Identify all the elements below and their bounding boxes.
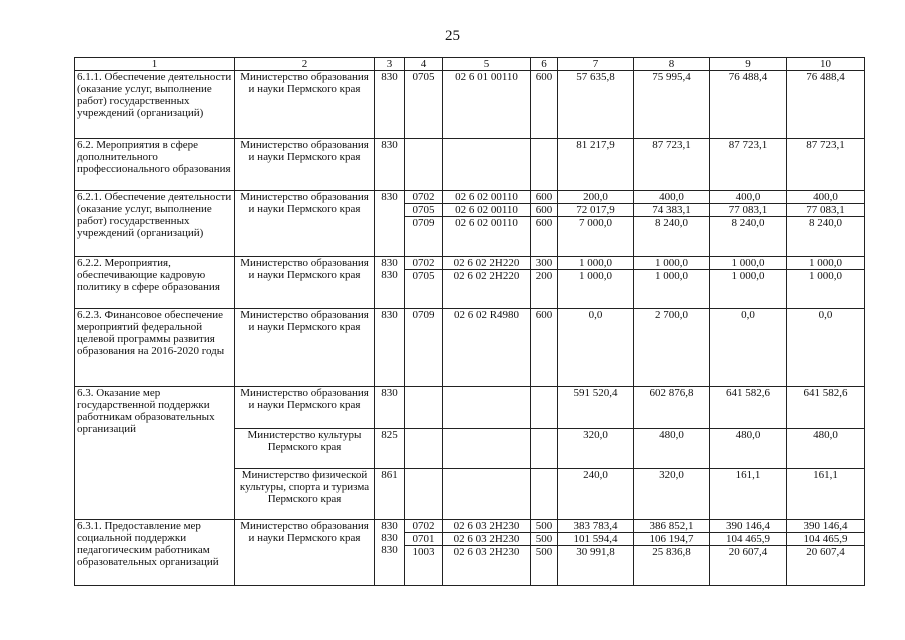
- cell-section: [405, 191, 443, 257]
- cell-value: 390 146,4: [803, 520, 848, 532]
- cell-value: 57 635,8: [576, 71, 615, 83]
- cell-value: 480,0: [813, 429, 838, 441]
- cell-v2018: [634, 429, 710, 469]
- activity-name: 6.2.2. Мероприятия, обеспечивающие кадровую политику в сфере образования: [75, 257, 235, 309]
- cell-vr: [531, 429, 558, 469]
- cell-value: 1 000,0: [558, 269, 633, 282]
- cell-v2019: [710, 520, 787, 586]
- cell-vr: [531, 469, 558, 520]
- cell-v2018: [634, 257, 710, 309]
- cell-value: 25 836,8: [634, 545, 709, 558]
- organization: Министерство образования и науки Пермского края: [235, 191, 375, 257]
- cell-value: 830: [381, 191, 398, 203]
- organization: Министерство образования и науки Пермского края: [235, 139, 375, 191]
- cell-v2019: [710, 257, 787, 309]
- cell-value: 320,0: [583, 429, 608, 441]
- cell-v2020: [787, 71, 865, 139]
- activity-name: 6.1.1. Обеспечение деятельности (оказание услуг, выполнение работ) государственных учреждений (организаций): [75, 71, 235, 139]
- table-row: [75, 520, 865, 586]
- cell-value: 76 488,4: [728, 71, 768, 83]
- cell-grbs: [375, 257, 405, 309]
- cell-v2017: [558, 257, 634, 309]
- cell-value: 0705: [412, 71, 435, 83]
- cell-target: [443, 191, 531, 257]
- cell-value: 1 000,0: [731, 257, 765, 269]
- cell-value: 104 465,9: [787, 532, 864, 545]
- cell-value: 500: [531, 532, 557, 545]
- cell-value: 830: [381, 309, 398, 321]
- cell-value: 200,0: [583, 191, 608, 203]
- cell-value: 830: [381, 532, 398, 544]
- cell-v2020: [787, 257, 865, 309]
- cell-value: 8 240,0: [787, 216, 864, 229]
- cell-value: 386 852,1: [649, 520, 694, 532]
- cell-value: 77 083,1: [787, 203, 864, 216]
- cell-value: 641 582,6: [726, 387, 770, 399]
- cell-value: 101 594,4: [558, 532, 633, 545]
- cell-value: 600: [531, 216, 557, 229]
- cell-value: 320,0: [659, 469, 684, 481]
- cell-v2017: [558, 309, 634, 387]
- organization: Министерство физической культуры, спорта и туризма Пермского края: [235, 469, 375, 520]
- column-header: 4: [405, 58, 443, 71]
- cell-grbs: [375, 469, 405, 520]
- cell-section: [405, 520, 443, 586]
- cell-value: 0702: [412, 520, 435, 532]
- cell-target: [443, 139, 531, 191]
- cell-value: 641 582,6: [803, 387, 848, 399]
- table-row: [75, 387, 865, 429]
- cell-value: 20 607,4: [710, 545, 786, 558]
- cell-value: 02 6 03 2Н230: [443, 545, 530, 558]
- cell-value: 0709: [412, 309, 435, 321]
- cell-value: 87 723,1: [806, 139, 845, 151]
- cell-value: 161,1: [735, 469, 761, 481]
- cell-value: 0702: [412, 257, 435, 269]
- cell-value: 1 000,0: [579, 257, 612, 269]
- cell-v2019: [710, 191, 787, 257]
- cell-value: 75 995,4: [652, 71, 691, 83]
- cell-value: 390 146,4: [726, 520, 770, 532]
- cell-value: 200: [531, 269, 557, 282]
- cell-value: 1 000,0: [809, 257, 842, 269]
- cell-section: [405, 429, 443, 469]
- cell-target: [443, 469, 531, 520]
- cell-value: 400,0: [735, 191, 761, 203]
- cell-v2020: [787, 139, 865, 191]
- cell-value: 76 488,4: [806, 71, 845, 83]
- cell-value: 30 991,8: [558, 545, 633, 558]
- header-row: [75, 58, 865, 71]
- cell-value: 830: [381, 257, 398, 269]
- cell-value: 72 017,9: [558, 203, 633, 216]
- cell-value: 1 000,0: [655, 257, 688, 269]
- cell-section: [405, 387, 443, 429]
- cell-v2018: [634, 309, 710, 387]
- cell-v2019: [710, 429, 787, 469]
- cell-v2018: [634, 387, 710, 429]
- cell-v2018: [634, 520, 710, 586]
- table-row: [75, 309, 865, 387]
- cell-v2019: [710, 469, 787, 520]
- cell-vr: [531, 387, 558, 429]
- cell-v2018: [634, 191, 710, 257]
- cell-vr: [531, 71, 558, 139]
- column-header: 7: [558, 58, 634, 71]
- cell-v2020: [787, 429, 865, 469]
- column-header: 1: [75, 58, 235, 71]
- column-header: 3: [375, 58, 405, 71]
- cell-value: 0709: [405, 216, 442, 229]
- cell-vr: [531, 309, 558, 387]
- cell-v2020: [787, 520, 865, 586]
- cell-value: 8 240,0: [710, 216, 786, 229]
- cell-value: 74 383,1: [634, 203, 709, 216]
- organization: Министерство образования и науки Пермского края: [235, 520, 375, 586]
- cell-value: 0,0: [588, 309, 603, 321]
- cell-value: 830: [381, 520, 398, 532]
- cell-section: [405, 71, 443, 139]
- cell-value: 825: [381, 429, 398, 441]
- organization: Министерство образования и науки Пермского края: [235, 387, 375, 429]
- cell-value: 0,0: [741, 309, 755, 321]
- cell-value: 600: [535, 71, 553, 83]
- cell-value: 830: [381, 269, 398, 281]
- cell-grbs: [375, 520, 405, 586]
- cell-target: [443, 71, 531, 139]
- cell-value: 480,0: [735, 429, 761, 441]
- column-header: 10: [787, 58, 865, 71]
- cell-value: 81 217,9: [576, 139, 615, 151]
- cell-value: 161,1: [813, 469, 838, 481]
- cell-v2019: [710, 309, 787, 387]
- cell-v2019: [710, 71, 787, 139]
- cell-value: 02 6 03 2Н230: [453, 520, 520, 532]
- cell-value: 02 6 02 2Н220: [453, 257, 520, 269]
- cell-grbs: [375, 139, 405, 191]
- cell-value: 600: [535, 309, 553, 321]
- cell-value: 8 240,0: [634, 216, 709, 229]
- cell-value: 240,0: [583, 469, 608, 481]
- cell-value: 0705: [405, 203, 442, 216]
- column-header: 2: [235, 58, 375, 71]
- cell-section: [405, 139, 443, 191]
- cell-value: 300: [535, 257, 553, 269]
- cell-value: 600: [535, 191, 553, 203]
- cell-grbs: [375, 71, 405, 139]
- cell-value: 104 465,9: [710, 532, 786, 545]
- cell-v2017: [558, 429, 634, 469]
- cell-value: 400,0: [813, 191, 838, 203]
- cell-v2017: [558, 71, 634, 139]
- cell-v2020: [787, 469, 865, 520]
- cell-value: 87 723,1: [652, 139, 691, 151]
- cell-target: [443, 257, 531, 309]
- cell-section: [405, 469, 443, 520]
- cell-value: 1 000,0: [710, 269, 786, 282]
- cell-target: [443, 309, 531, 387]
- cell-value: 500: [531, 545, 557, 558]
- cell-vr: [531, 257, 558, 309]
- cell-value: 830: [381, 71, 398, 83]
- column-header: 9: [710, 58, 787, 71]
- cell-value: 02 6 02 00110: [443, 216, 530, 229]
- cell-v2018: [634, 469, 710, 520]
- cell-section: [405, 309, 443, 387]
- cell-value: 383 783,4: [573, 520, 618, 532]
- cell-v2019: [710, 387, 787, 429]
- table-row: [75, 71, 865, 139]
- cell-value: 20 607,4: [787, 545, 864, 558]
- cell-v2017: [558, 520, 634, 586]
- cell-section: [405, 257, 443, 309]
- cell-value: 602 876,8: [649, 387, 694, 399]
- budget-table: [74, 57, 865, 586]
- page-number: 25: [445, 28, 460, 44]
- cell-value: 02 6 02 00110: [443, 203, 530, 216]
- cell-value: 830: [381, 139, 398, 151]
- cell-grbs: [375, 191, 405, 257]
- activity-name: 6.3. Оказание мер государственной поддержки работникам образовательных организаций: [75, 387, 235, 520]
- cell-value: 0705: [405, 269, 442, 282]
- cell-value: 02 6 02 2Н220: [443, 269, 530, 282]
- cell-v2017: [558, 139, 634, 191]
- cell-target: [443, 520, 531, 586]
- table-row: [75, 257, 865, 309]
- cell-value: 1 000,0: [634, 269, 709, 282]
- organization: Министерство образования и науки Пермского края: [235, 257, 375, 309]
- cell-value: 830: [381, 387, 398, 399]
- cell-value: 0702: [412, 191, 435, 203]
- cell-value: 591 520,4: [573, 387, 618, 399]
- cell-value: 0,0: [818, 309, 833, 321]
- table-row: [75, 139, 865, 191]
- cell-vr: [531, 520, 558, 586]
- organization: Министерство культуры Пермского края: [235, 429, 375, 469]
- cell-value: 87 723,1: [728, 139, 768, 151]
- cell-vr: [531, 191, 558, 257]
- cell-target: [443, 387, 531, 429]
- activity-name: 6.3.1. Предоставление мер социальной поддержки педагогическим работникам образовательных организаций: [75, 520, 235, 586]
- cell-value: 02 6 01 00110: [455, 71, 518, 83]
- cell-v2018: [634, 139, 710, 191]
- cell-value: 1003: [405, 545, 442, 558]
- cell-grbs: [375, 387, 405, 429]
- cell-value: 106 194,7: [634, 532, 709, 545]
- cell-v2020: [787, 309, 865, 387]
- organization: Министерство образования и науки Пермского края: [235, 71, 375, 139]
- cell-value: 600: [531, 203, 557, 216]
- cell-v2017: [558, 191, 634, 257]
- cell-v2020: [787, 387, 865, 429]
- cell-v2018: [634, 71, 710, 139]
- activity-name: 6.2.1. Обеспечение деятельности (оказание услуг, выполнение работ) государственных учреждений (организаций): [75, 191, 235, 257]
- column-header: 5: [443, 58, 531, 71]
- activity-name: 6.2. Мероприятия в сфере дополнительного профессионального образования: [75, 139, 235, 191]
- cell-value: 1 000,0: [787, 269, 864, 282]
- cell-value: 0701: [405, 532, 442, 545]
- cell-v2019: [710, 139, 787, 191]
- cell-target: [443, 429, 531, 469]
- cell-value: 400,0: [659, 191, 684, 203]
- activity-name: 6.2.3. Финансовое обеспечение мероприятий федеральной целевой программы развития образования на 2016-2020 годы: [75, 309, 235, 387]
- cell-value: 500: [535, 520, 553, 532]
- cell-value: 480,0: [659, 429, 684, 441]
- organization: Министерство образования и науки Пермского края: [235, 309, 375, 387]
- column-header: 8: [634, 58, 710, 71]
- cell-grbs: [375, 309, 405, 387]
- cell-value: 77 083,1: [710, 203, 786, 216]
- cell-grbs: [375, 429, 405, 469]
- cell-value: 02 6 02 R4980: [453, 309, 520, 321]
- cell-vr: [531, 139, 558, 191]
- cell-value: 2 700,0: [655, 309, 688, 321]
- cell-value: 830: [381, 544, 398, 556]
- cell-value: 02 6 03 2Н230: [443, 532, 530, 545]
- cell-value: 02 6 02 00110: [455, 191, 518, 203]
- cell-v2017: [558, 469, 634, 520]
- cell-value: 7 000,0: [558, 216, 633, 229]
- cell-v2017: [558, 387, 634, 429]
- cell-value: 861: [381, 469, 398, 481]
- table-row: [75, 191, 865, 257]
- column-header: 6: [531, 58, 558, 71]
- cell-v2020: [787, 191, 865, 257]
